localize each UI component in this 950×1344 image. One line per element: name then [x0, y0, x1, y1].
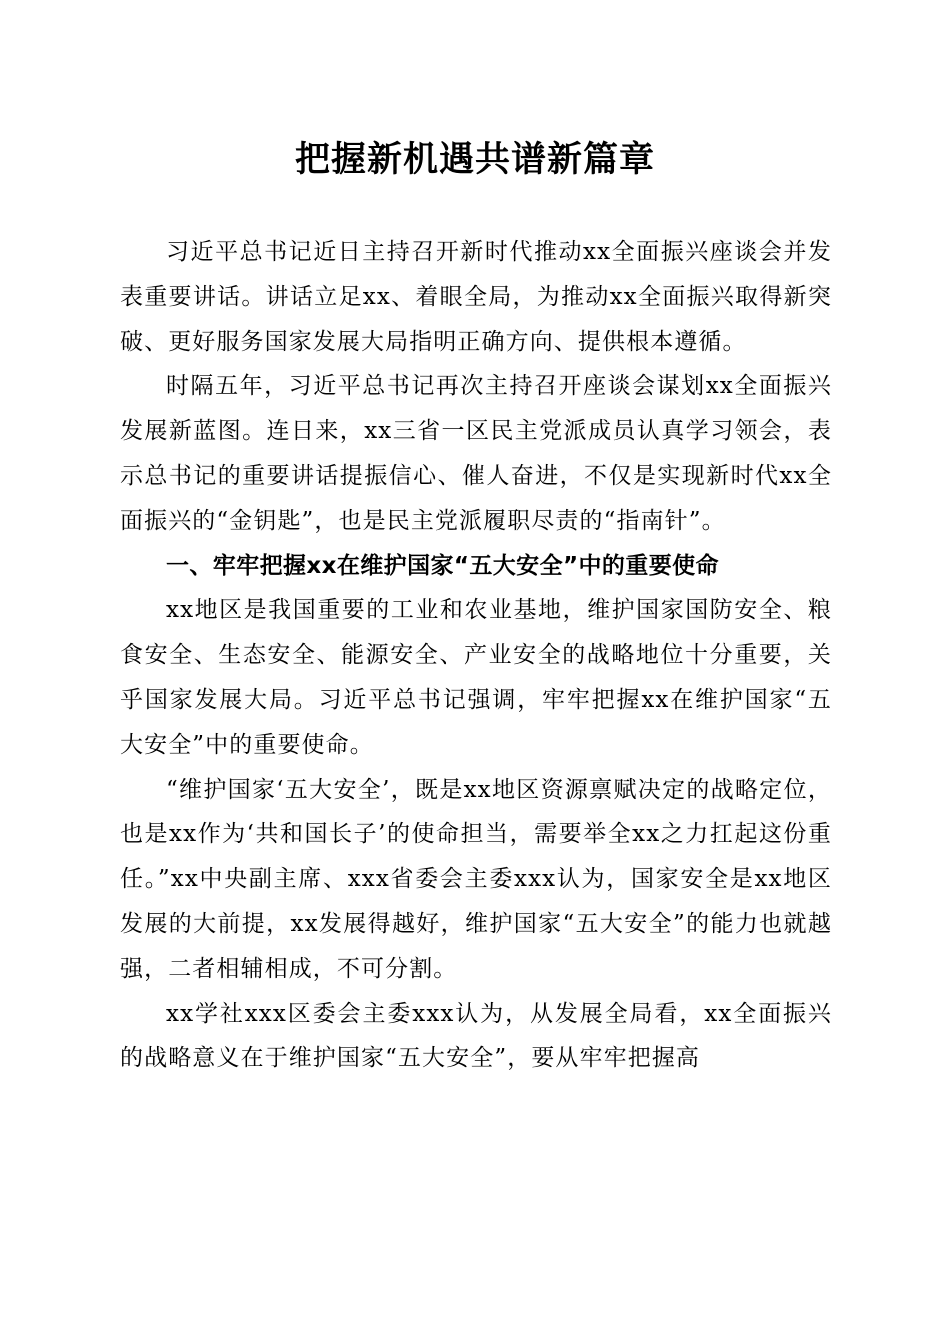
paragraph-context: 时隔五年，习近平总书记再次主持召开座谈会谋划xx全面振兴发展新蓝图。连日来，xx三省一区民主党派成员认真学习领会，表示总书记的重要讲话提振信心、催人奋进，不仅是实现新时代xx全面振兴的“金钥匙”，也是民主党派履职尽责的“指南针”。: [120, 373, 832, 534]
document-title: 把握新机遇共谱新篇章: [294, 139, 655, 180]
paragraph-section-2: “维护国家‘五大安全’，既是xx地区资源禀赋决定的战略定位，也是xx作为‘共和国长子’的使命担当，需要举全xx之力扛起这份重任。”xx中央副主席、xxx省委会主委xxx认为，国家安全是xx地区发展的大前提，xx发展得越好，维护国家“五大安全”的能力也就越强，二者相辅相成，不可分割。: [120, 776, 832, 982]
paragraph-intro: 习近平总书记近日主持召开新时代推动xx全面振兴座谈会并发表重要讲话。讲话立足xx、着眼全局，为推动xx全面振兴取得新突破、更好服务国家发展大局指明正确方向、提供根本遵循。: [120, 239, 832, 355]
paragraph-section-3: xx学社xxx区委会主委xxx认为，从发展全局看，xx全面振兴的战略意义在于维护国家“五大安全”，要从牢牢把握高: [120, 1000, 832, 1072]
document-body: [120, 230, 832, 1081]
paragraph-section-1: xx地区是我国重要的工业和农业基地，维护国家国防安全、粮食安全、生态安全、能源安全、产业安全的战略地位十分重要，关乎国家发展大局。习近平总书记强调，牢牢把握xx在维护国家“五大安全”中的重要使命。: [120, 597, 832, 758]
section-heading: 一、牢牢把握xx在维护国家“五大安全”中的重要使命: [166, 552, 719, 579]
